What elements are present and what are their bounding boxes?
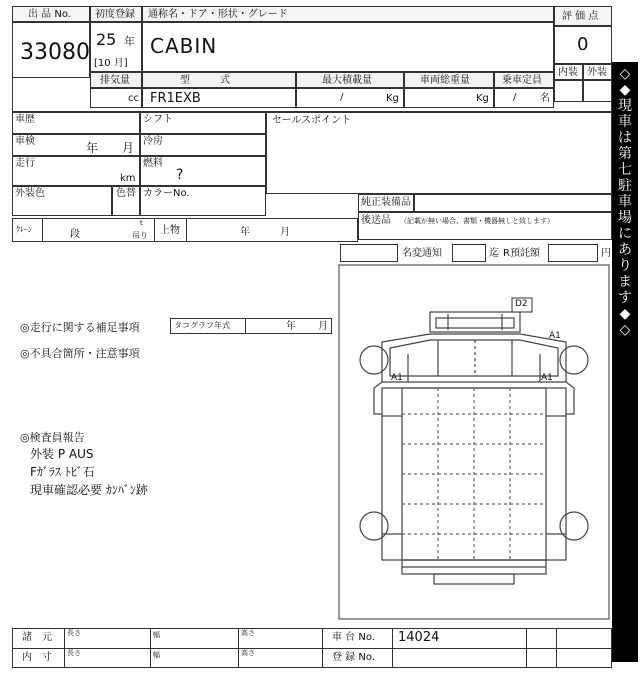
footer-col-2 xyxy=(150,628,151,668)
sidebar-char: あ xyxy=(618,242,632,258)
body-fit-month: 月 xyxy=(280,227,290,238)
shift-label: シフト xyxy=(143,114,173,125)
inspector-label: ◎検査員報告 xyxy=(20,431,85,444)
footer-col-5 xyxy=(392,628,393,668)
first-reg-month: [10 月] xyxy=(94,58,128,69)
first-reg-label: 初度登録 xyxy=(95,9,135,20)
exterior-value-cell xyxy=(583,80,612,102)
exterior-color-label: 外装色 xyxy=(15,188,45,199)
genuine-equipment-cell xyxy=(414,194,612,212)
crane-t-unit: t xyxy=(140,219,143,227)
name-change-box-1 xyxy=(340,244,398,262)
footer-row-divider xyxy=(12,648,612,649)
sidebar-char: ◇ xyxy=(619,322,631,338)
delivery-note: （記載が無い場合、書類・機器無しと致します） xyxy=(400,217,554,225)
defects-label: ◎不具合箇所・注意事項 xyxy=(20,347,140,360)
specs-label: 諸 元 xyxy=(22,632,52,643)
model-name-label: 通称名・ドア・形状・グレード xyxy=(148,9,288,20)
chassis-no-label: 車 台 No. xyxy=(332,632,375,643)
delivery-label: 後送品 xyxy=(361,215,391,226)
chassis-no: 14024 xyxy=(398,630,440,645)
score: 0 xyxy=(577,34,589,55)
footer-col-6 xyxy=(526,628,527,668)
driving-notes-label: ◎走行に関する補足事項 xyxy=(20,321,140,334)
footer-col-3 xyxy=(238,628,239,668)
mark-d2: D2 xyxy=(515,299,528,309)
length-label-2: 長さ xyxy=(67,649,81,657)
fuel-label: 燃料 xyxy=(143,158,163,169)
inspection-month: 月 xyxy=(122,141,135,155)
footer-col-4 xyxy=(322,628,323,668)
interior-label: 内装 xyxy=(558,67,578,78)
tachograph-label: タコグラフ年式 xyxy=(174,321,230,330)
capacity-label: 乗車定員 xyxy=(502,75,542,86)
max-load-label: 最大積載量 xyxy=(322,75,372,86)
sidebar-char: 七 xyxy=(618,162,632,178)
crane-label: ｸﾚｰﾝ xyxy=(16,225,32,234)
width-label-2: 幅 xyxy=(153,651,160,659)
height-label-1: 高さ xyxy=(241,629,255,637)
truck-diagram xyxy=(338,264,610,620)
sidebar-char: 駐 xyxy=(618,178,632,194)
sidebar-char: 車 xyxy=(618,194,632,210)
length-label-1: 長さ xyxy=(67,629,81,637)
name-change-box-2 xyxy=(452,244,486,262)
reg-no-label: 登 録 No. xyxy=(332,652,375,663)
tachograph-divider xyxy=(245,318,246,334)
footer-col-1 xyxy=(64,628,65,668)
mark-a1-right-door: A1 xyxy=(541,373,553,383)
crane-row xyxy=(12,218,358,242)
crane-lift-unit: 吊り xyxy=(132,231,148,240)
capacity-value: / xyxy=(513,92,517,103)
width-label-1: 幅 xyxy=(153,631,160,639)
body-fit-label: 上物 xyxy=(160,225,180,236)
fuel-value: ? xyxy=(176,167,184,183)
location-sidebar xyxy=(612,62,638,662)
height-label-2: 高さ xyxy=(241,649,255,657)
crane-divider-1 xyxy=(42,218,43,242)
year-unit: 年 xyxy=(124,35,135,48)
sidebar-char: に xyxy=(618,226,632,242)
tacho-month: 月 xyxy=(318,321,328,332)
mileage-unit: km xyxy=(120,173,136,184)
sidebar-char: 場 xyxy=(618,210,632,226)
gross-weight-label: 車両総重量 xyxy=(420,75,470,86)
sidebar-char: ◆ xyxy=(619,306,631,322)
inspection-year: 年 xyxy=(86,141,99,155)
sidebar-char: す xyxy=(618,290,632,306)
model-code: FR1EXB xyxy=(150,91,201,106)
inner-dim-label: 内 寸 xyxy=(22,652,52,663)
capacity-unit: 名 xyxy=(540,93,550,104)
sidebar-char: 第 xyxy=(618,146,632,162)
lot-no: 33080 xyxy=(20,40,90,65)
mark-a1-front-right: A1 xyxy=(549,331,561,341)
crane-divider-3 xyxy=(186,218,187,242)
inspector-line-3: 現車確認必要 ｶﾝﾊﾞﾝ跡 xyxy=(30,483,148,497)
sidebar-char: ◆ xyxy=(619,82,631,98)
deadline-label: 迄 xyxy=(489,248,499,259)
model-code-label: 型 式 xyxy=(180,75,230,86)
exterior-label: 外装 xyxy=(587,67,607,78)
r-fee-label: R預託額 xyxy=(503,248,540,259)
footer-col-7 xyxy=(556,628,557,668)
model-name: CABIN xyxy=(150,34,218,58)
max-load-unit: Kg xyxy=(386,93,399,104)
mileage-label: 走行 xyxy=(15,158,35,169)
inspector-line-2: Fｶﾞﾗｽ ﾄﾋﾞ石 xyxy=(30,465,95,479)
history-label: 車歴 xyxy=(15,114,35,125)
sidebar-char: ま xyxy=(618,274,632,290)
name-change-label: 名変通知 xyxy=(402,248,442,259)
interior-value-cell xyxy=(554,80,583,102)
color-no-label: カラーNo. xyxy=(143,188,190,199)
displacement-unit: cc xyxy=(128,93,139,104)
gross-weight-unit: Kg xyxy=(476,93,489,104)
max-load-value: / xyxy=(340,92,344,103)
yen-unit: 円 xyxy=(601,248,611,259)
aircon-label: 冷房 xyxy=(143,136,163,147)
color-change-label: 色替 xyxy=(116,188,136,199)
inspection-label: 車検 xyxy=(15,136,35,147)
inspector-line-1: 外装 P AUS xyxy=(30,447,94,461)
sidebar-char: 車 xyxy=(618,114,632,130)
sidebar-char: は xyxy=(618,130,632,146)
sidebar-char: ◇ xyxy=(619,66,631,82)
genuine-equipment-label: 純正装備品 xyxy=(361,197,411,208)
body-fit-year: 年 xyxy=(240,227,250,238)
first-reg-year: 25 xyxy=(96,30,117,49)
r-fee-box xyxy=(548,244,598,262)
tacho-year: 年 xyxy=(286,321,296,332)
sidebar-char: 現 xyxy=(618,98,632,114)
crane-divider-2 xyxy=(154,218,155,242)
sales-point-label: セールスポイント xyxy=(272,115,352,126)
lot-no-label: 出 品 No. xyxy=(28,9,71,20)
score-label: 評 価 点 xyxy=(562,11,599,22)
displacement-label: 排気量 xyxy=(100,75,130,86)
crane-stage-unit: 段 xyxy=(70,229,80,240)
sidebar-char: り xyxy=(618,258,632,274)
mark-a1-left-door: A1 xyxy=(391,373,403,383)
